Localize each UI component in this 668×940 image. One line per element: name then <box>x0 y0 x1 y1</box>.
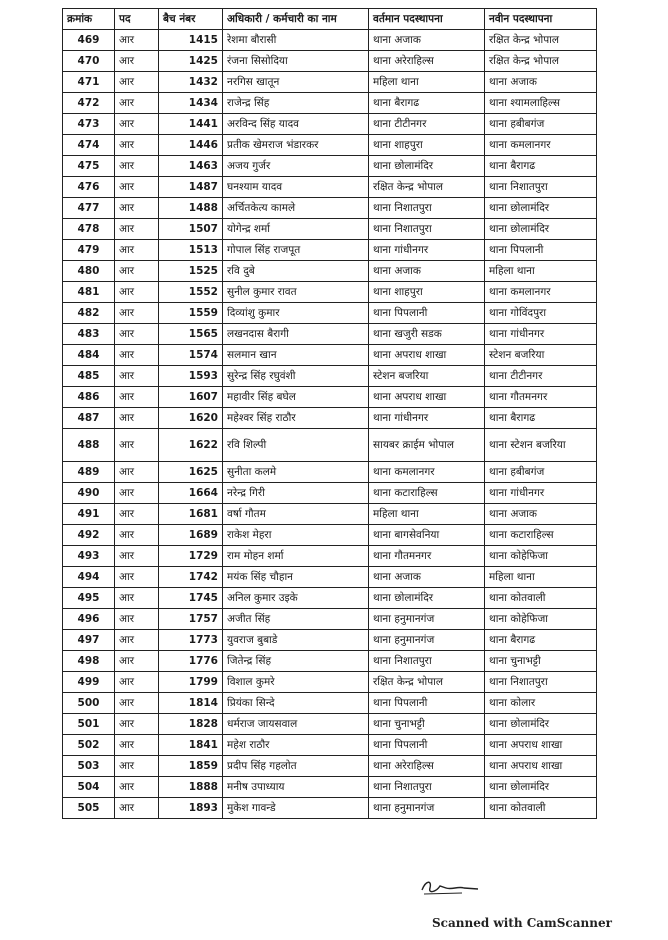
table-row <box>63 504 597 525</box>
serial-no-cell: 499 <box>63 672 115 693</box>
batch-no-cell: 1434 <box>159 93 223 114</box>
table-row <box>63 30 597 51</box>
table-row <box>63 387 597 408</box>
name-cell: लखनदास बैरागी <box>223 324 369 345</box>
name-cell: वर्षा गौतम <box>223 504 369 525</box>
table-row <box>63 93 597 114</box>
name-cell: गोपाल सिंह राजपूत <box>223 240 369 261</box>
post-cell: आर <box>115 798 159 819</box>
batch-no-cell: 1859 <box>159 756 223 777</box>
name-cell: प्रियंका सिन्दे <box>223 693 369 714</box>
batch-no-cell: 1664 <box>159 483 223 504</box>
new-posting-cell: थाना अपराध शाखा <box>485 735 597 756</box>
name-cell: सुरेन्द्र सिंह रघुवंशी <box>223 366 369 387</box>
batch-no-cell: 1574 <box>159 345 223 366</box>
table-row <box>63 408 597 429</box>
current-posting-cell: थाना निशातपुरा <box>369 651 485 672</box>
serial-no-cell: 497 <box>63 630 115 651</box>
table-row <box>63 345 597 366</box>
current-posting-cell: सायबर क्राईम भोपाल <box>369 429 485 462</box>
post-cell: आर <box>115 756 159 777</box>
post-cell: आर <box>115 483 159 504</box>
batch-no-cell: 1513 <box>159 240 223 261</box>
current-posting-cell: थाना टीटीनगर <box>369 114 485 135</box>
table-row <box>63 135 597 156</box>
serial-no-cell: 473 <box>63 114 115 135</box>
current-posting-cell: रक्षित केन्द्र भोपाल <box>369 672 485 693</box>
current-posting-cell: थाना बैरागढ <box>369 93 485 114</box>
serial-no-cell: 475 <box>63 156 115 177</box>
serial-no-cell: 505 <box>63 798 115 819</box>
name-cell: रवि दुबे <box>223 261 369 282</box>
batch-no-cell: 1681 <box>159 504 223 525</box>
transfer-list-sheet <box>62 8 596 819</box>
new-posting-cell: थाना हबीबगंज <box>485 114 597 135</box>
name-cell: राजेन्द्र सिंह <box>223 93 369 114</box>
current-posting-cell: थाना अजाक <box>369 30 485 51</box>
new-posting-cell: महिला थाना <box>485 567 597 588</box>
serial-no-cell: 484 <box>63 345 115 366</box>
post-cell: आर <box>115 462 159 483</box>
post-cell: आर <box>115 408 159 429</box>
new-posting-cell: थाना टीटीनगर <box>485 366 597 387</box>
current-posting-cell: थाना शाहपुरा <box>369 282 485 303</box>
table-row <box>63 630 597 651</box>
table-row <box>63 525 597 546</box>
post-cell: आर <box>115 546 159 567</box>
current-posting-cell: थाना हनुमानगंज <box>369 609 485 630</box>
new-posting-cell: थाना निशातपुरा <box>485 177 597 198</box>
batch-no-cell: 1559 <box>159 303 223 324</box>
current-posting-cell: थाना निशातपुरा <box>369 198 485 219</box>
name-cell: जितेन्द्र सिंह <box>223 651 369 672</box>
table-row <box>63 198 597 219</box>
name-cell: योगेन्द्र शर्मा <box>223 219 369 240</box>
name-cell: महावीर सिंह बघेल <box>223 387 369 408</box>
name-cell: सुनील कुमार रावत <box>223 282 369 303</box>
table-row <box>63 219 597 240</box>
batch-no-cell: 1773 <box>159 630 223 651</box>
table-row <box>63 114 597 135</box>
table-row <box>63 240 597 261</box>
new-posting-cell: स्टेशन बजरिया <box>485 345 597 366</box>
new-posting-cell: थाना कटाराहिल्स <box>485 525 597 546</box>
post-cell: आर <box>115 156 159 177</box>
header-batch-no: बैच नंबर <box>159 9 223 30</box>
current-posting-cell: थाना हनुमानगंज <box>369 630 485 651</box>
table-row <box>63 777 597 798</box>
serial-no-cell: 495 <box>63 588 115 609</box>
current-posting-cell: स्टेशन बजरिया <box>369 366 485 387</box>
post-cell: आर <box>115 240 159 261</box>
header-post: पद <box>115 9 159 30</box>
current-posting-cell: थाना पिपलानी <box>369 303 485 324</box>
table-row <box>63 282 597 303</box>
post-cell: आर <box>115 261 159 282</box>
batch-no-cell: 1525 <box>159 261 223 282</box>
current-posting-cell: थाना छोलामंदिर <box>369 156 485 177</box>
serial-no-cell: 477 <box>63 198 115 219</box>
table-row <box>63 72 597 93</box>
name-cell: प्रदीप सिंह गहलोत <box>223 756 369 777</box>
table-row <box>63 693 597 714</box>
new-posting-cell: थाना गांधीनगर <box>485 324 597 345</box>
new-posting-cell: थाना कोहेफिजा <box>485 609 597 630</box>
new-posting-cell: थाना चुनाभट्टी <box>485 651 597 672</box>
table-row <box>63 366 597 387</box>
name-cell: रेशमा बौरासी <box>223 30 369 51</box>
new-posting-cell: थाना स्टेशन बजरिया <box>485 429 597 462</box>
name-cell: दिव्यांशु कुमार <box>223 303 369 324</box>
new-posting-cell: थाना कोतवाली <box>485 798 597 819</box>
batch-no-cell: 1607 <box>159 387 223 408</box>
post-cell: आर <box>115 177 159 198</box>
post-cell: आर <box>115 504 159 525</box>
post-cell: आर <box>115 387 159 408</box>
serial-no-cell: 486 <box>63 387 115 408</box>
current-posting-cell: थाना अपराध शाखा <box>369 387 485 408</box>
name-cell: राकेश मेहरा <box>223 525 369 546</box>
table-row <box>63 303 597 324</box>
table-row <box>63 567 597 588</box>
serial-no-cell: 502 <box>63 735 115 756</box>
batch-no-cell: 1620 <box>159 408 223 429</box>
serial-no-cell: 490 <box>63 483 115 504</box>
current-posting-cell: थाना गौतमनगर <box>369 546 485 567</box>
new-posting-cell: थाना छोलामंदिर <box>485 714 597 735</box>
new-posting-cell: थाना गांधीनगर <box>485 483 597 504</box>
serial-no-cell: 471 <box>63 72 115 93</box>
current-posting-cell: थाना चुनाभट्टी <box>369 714 485 735</box>
post-cell: आर <box>115 567 159 588</box>
new-posting-cell: थाना गौतमनगर <box>485 387 597 408</box>
serial-no-cell: 476 <box>63 177 115 198</box>
current-posting-cell: थाना निशातपुरा <box>369 777 485 798</box>
table-row <box>63 798 597 819</box>
current-posting-cell: थाना पिपलानी <box>369 693 485 714</box>
name-cell: अजय गुर्जर <box>223 156 369 177</box>
table-row <box>63 714 597 735</box>
table-row <box>63 156 597 177</box>
table-row <box>63 177 597 198</box>
new-posting-cell: महिला थाना <box>485 261 597 282</box>
post-cell: आर <box>115 282 159 303</box>
name-cell: अरविन्द सिंह यादव <box>223 114 369 135</box>
batch-no-cell: 1432 <box>159 72 223 93</box>
name-cell: मयंक सिंह चौहान <box>223 567 369 588</box>
new-posting-cell: थाना हबीबगंज <box>485 462 597 483</box>
serial-no-cell: 501 <box>63 714 115 735</box>
new-posting-cell: थाना कमलानगर <box>485 282 597 303</box>
serial-no-cell: 503 <box>63 756 115 777</box>
post-cell: आर <box>115 114 159 135</box>
name-cell: अर्चितकेत्य कामले <box>223 198 369 219</box>
batch-no-cell: 1776 <box>159 651 223 672</box>
new-posting-cell: थाना कमलानगर <box>485 135 597 156</box>
batch-no-cell: 1893 <box>159 798 223 819</box>
table-row <box>63 546 597 567</box>
batch-no-cell: 1441 <box>159 114 223 135</box>
batch-no-cell: 1799 <box>159 672 223 693</box>
post-cell: आर <box>115 672 159 693</box>
name-cell: सलमान खान <box>223 345 369 366</box>
batch-no-cell: 1565 <box>159 324 223 345</box>
name-cell: प्रतीक खेमराज भंडारकर <box>223 135 369 156</box>
batch-no-cell: 1415 <box>159 30 223 51</box>
name-cell: महेश्वर सिंह राठौर <box>223 408 369 429</box>
table-row <box>63 483 597 504</box>
post-cell: आर <box>115 135 159 156</box>
serial-no-cell: 496 <box>63 609 115 630</box>
name-cell: महेश राठौर <box>223 735 369 756</box>
camscanner-watermark: Scanned with CamScanner <box>432 916 612 930</box>
serial-no-cell: 494 <box>63 567 115 588</box>
current-posting-cell: महिला थाना <box>369 504 485 525</box>
current-posting-cell: थाना खजुरी सडक <box>369 324 485 345</box>
serial-no-cell: 500 <box>63 693 115 714</box>
table-row <box>63 756 597 777</box>
serial-no-cell: 469 <box>63 30 115 51</box>
batch-no-cell: 1552 <box>159 282 223 303</box>
current-posting-cell: थाना कटाराहिल्स <box>369 483 485 504</box>
new-posting-cell: थाना कोहेफिजा <box>485 546 597 567</box>
table-row <box>63 651 597 672</box>
post-cell: आर <box>115 324 159 345</box>
current-posting-cell: थाना अजाक <box>369 567 485 588</box>
table-row <box>63 588 597 609</box>
batch-no-cell: 1425 <box>159 51 223 72</box>
name-cell: सुनीता कलमे <box>223 462 369 483</box>
new-posting-cell: थाना निशातपुरा <box>485 672 597 693</box>
serial-no-cell: 479 <box>63 240 115 261</box>
new-posting-cell: थाना अपराध शाखा <box>485 756 597 777</box>
table-row <box>63 609 597 630</box>
new-posting-cell: थाना गोविंदपुरा <box>485 303 597 324</box>
batch-no-cell: 1841 <box>159 735 223 756</box>
serial-no-cell: 474 <box>63 135 115 156</box>
current-posting-cell: थाना छोलामंदिर <box>369 588 485 609</box>
current-posting-cell: थाना हनुमानगंज <box>369 798 485 819</box>
serial-no-cell: 478 <box>63 219 115 240</box>
current-posting-cell: थाना गांधीनगर <box>369 408 485 429</box>
new-posting-cell: थाना श्यामलाहिल्स <box>485 93 597 114</box>
current-posting-cell: थाना अपराध शाखा <box>369 345 485 366</box>
new-posting-cell: थाना छोलामंदिर <box>485 219 597 240</box>
post-cell: आर <box>115 303 159 324</box>
new-posting-cell: थाना कोतवाली <box>485 588 597 609</box>
name-cell: रवि शिल्पी <box>223 429 369 462</box>
new-posting-cell: थाना बैरागढ <box>485 408 597 429</box>
serial-no-cell: 483 <box>63 324 115 345</box>
post-cell: आर <box>115 735 159 756</box>
batch-no-cell: 1689 <box>159 525 223 546</box>
batch-no-cell: 1814 <box>159 693 223 714</box>
header-serial-no: क्रमांक <box>63 9 115 30</box>
post-cell: आर <box>115 366 159 387</box>
batch-no-cell: 1625 <box>159 462 223 483</box>
table-body <box>63 30 597 819</box>
post-cell: आर <box>115 609 159 630</box>
name-cell: मुकेश गावन्डे <box>223 798 369 819</box>
transfer-table <box>62 8 597 819</box>
signature-mark <box>418 876 482 898</box>
current-posting-cell: थाना निशातपुरा <box>369 219 485 240</box>
table-row <box>63 672 597 693</box>
new-posting-cell: थाना अजाक <box>485 72 597 93</box>
name-cell: रंजना सिसोदिया <box>223 51 369 72</box>
name-cell: अजीत सिंह <box>223 609 369 630</box>
batch-no-cell: 1729 <box>159 546 223 567</box>
post-cell: आर <box>115 693 159 714</box>
new-posting-cell: रक्षित केन्द्र भोपाल <box>485 51 597 72</box>
name-cell: नरगिस खातून <box>223 72 369 93</box>
serial-no-cell: 493 <box>63 546 115 567</box>
post-cell: आर <box>115 30 159 51</box>
batch-no-cell: 1487 <box>159 177 223 198</box>
serial-no-cell: 480 <box>63 261 115 282</box>
batch-no-cell: 1888 <box>159 777 223 798</box>
name-cell: विशाल कुमरे <box>223 672 369 693</box>
name-cell: राम मोहन शर्मा <box>223 546 369 567</box>
serial-no-cell: 472 <box>63 93 115 114</box>
post-cell: आर <box>115 219 159 240</box>
new-posting-cell: थाना छोलामंदिर <box>485 198 597 219</box>
batch-no-cell: 1593 <box>159 366 223 387</box>
batch-no-cell: 1488 <box>159 198 223 219</box>
batch-no-cell: 1622 <box>159 429 223 462</box>
table-row <box>63 462 597 483</box>
name-cell: युवराज बुबाडे <box>223 630 369 651</box>
serial-no-cell: 485 <box>63 366 115 387</box>
new-posting-cell: थाना अजाक <box>485 504 597 525</box>
batch-no-cell: 1507 <box>159 219 223 240</box>
post-cell: आर <box>115 651 159 672</box>
header-current-posting: वर्तमान पदस्थापना <box>369 9 485 30</box>
post-cell: आर <box>115 72 159 93</box>
post-cell: आर <box>115 198 159 219</box>
current-posting-cell: थाना अरेराहिल्स <box>369 756 485 777</box>
post-cell: आर <box>115 777 159 798</box>
current-posting-cell: थाना पिपलानी <box>369 735 485 756</box>
post-cell: आर <box>115 714 159 735</box>
serial-no-cell: 492 <box>63 525 115 546</box>
serial-no-cell: 504 <box>63 777 115 798</box>
post-cell: आर <box>115 588 159 609</box>
table-row <box>63 324 597 345</box>
serial-no-cell: 482 <box>63 303 115 324</box>
post-cell: आर <box>115 525 159 546</box>
new-posting-cell: थाना बैरागढ <box>485 156 597 177</box>
name-cell: धर्मराज जायसवाल <box>223 714 369 735</box>
current-posting-cell: थाना कमलानगर <box>369 462 485 483</box>
batch-no-cell: 1742 <box>159 567 223 588</box>
new-posting-cell: थाना पिपलानी <box>485 240 597 261</box>
current-posting-cell: थाना गांधीनगर <box>369 240 485 261</box>
table-row <box>63 261 597 282</box>
new-posting-cell: थाना छोलामंदिर <box>485 777 597 798</box>
current-posting-cell: थाना अजाक <box>369 261 485 282</box>
post-cell: आर <box>115 345 159 366</box>
header-new-posting: नवीन पदस्थापना <box>485 9 597 30</box>
post-cell: आर <box>115 93 159 114</box>
serial-no-cell: 489 <box>63 462 115 483</box>
name-cell: नरेन्द्र गिरी <box>223 483 369 504</box>
table-row <box>63 429 597 462</box>
current-posting-cell: थाना अरेराहिल्स <box>369 51 485 72</box>
current-posting-cell: थाना बागसेवनिया <box>369 525 485 546</box>
batch-no-cell: 1463 <box>159 156 223 177</box>
header-name: अधिकारी / कर्मचारी का नाम <box>223 9 369 30</box>
batch-no-cell: 1745 <box>159 588 223 609</box>
post-cell: आर <box>115 630 159 651</box>
table-row <box>63 51 597 72</box>
table-header-row <box>63 9 597 30</box>
table-row <box>63 735 597 756</box>
new-posting-cell: थाना बैरागढ <box>485 630 597 651</box>
serial-no-cell: 498 <box>63 651 115 672</box>
current-posting-cell: महिला थाना <box>369 72 485 93</box>
post-cell: आर <box>115 429 159 462</box>
current-posting-cell: थाना शाहपुरा <box>369 135 485 156</box>
name-cell: घनश्याम यादव <box>223 177 369 198</box>
new-posting-cell: थाना कोलार <box>485 693 597 714</box>
name-cell: अनिल कुमार उइके <box>223 588 369 609</box>
batch-no-cell: 1446 <box>159 135 223 156</box>
batch-no-cell: 1828 <box>159 714 223 735</box>
serial-no-cell: 491 <box>63 504 115 525</box>
serial-no-cell: 481 <box>63 282 115 303</box>
serial-no-cell: 470 <box>63 51 115 72</box>
current-posting-cell: रक्षित केन्द्र भोपाल <box>369 177 485 198</box>
batch-no-cell: 1757 <box>159 609 223 630</box>
serial-no-cell: 487 <box>63 408 115 429</box>
post-cell: आर <box>115 51 159 72</box>
name-cell: मनीष उपाध्याय <box>223 777 369 798</box>
new-posting-cell: रक्षित केन्द्र भोपाल <box>485 30 597 51</box>
serial-no-cell: 488 <box>63 429 115 462</box>
